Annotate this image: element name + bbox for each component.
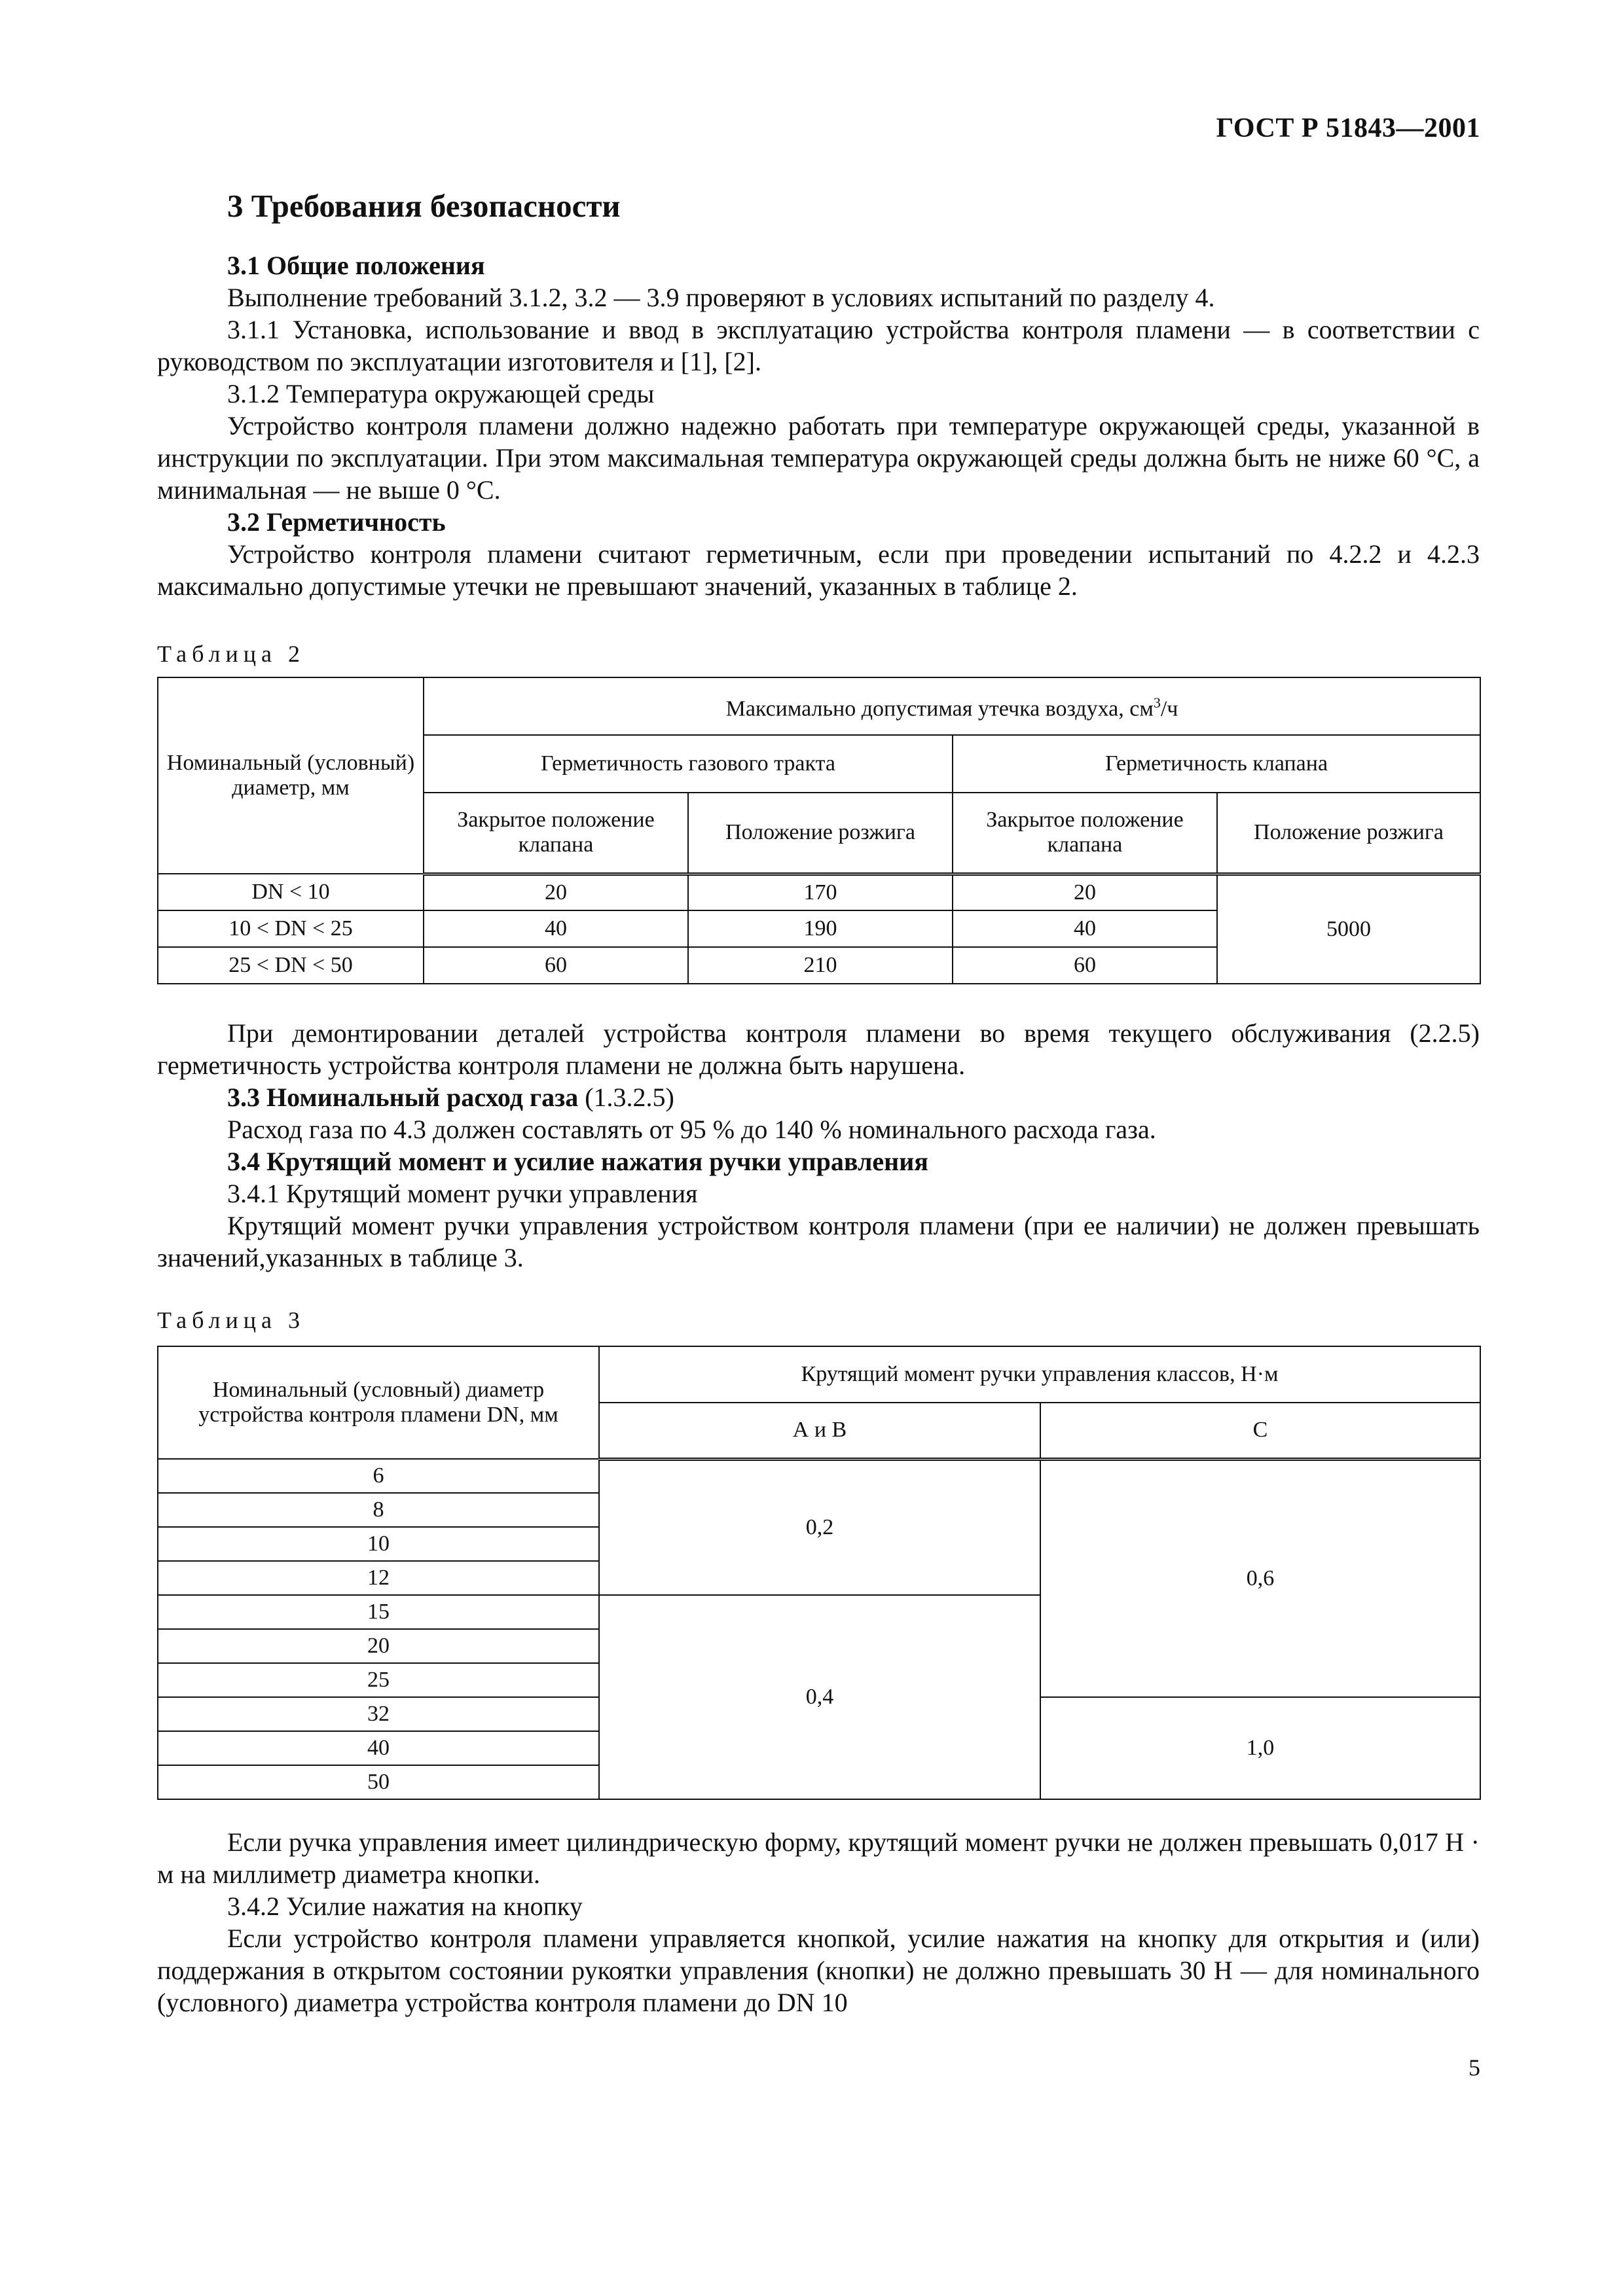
- table-2-header-closed: Закрытое положение клапана: [953, 793, 1217, 874]
- heading-3-4: 3.4 Крутящий момент и усилие нажатия ручки управления: [227, 1147, 928, 1176]
- section-3-text: [157, 190, 1480, 602]
- table-cell: 40: [158, 1731, 599, 1765]
- table-row: [158, 874, 1480, 910]
- table-2-caption: Таблица 2: [157, 641, 305, 667]
- table-2-header-ignition: Положение розжига: [1217, 793, 1480, 874]
- table-2-header-diameter: Номинальный (условный) диаметр, мм: [158, 677, 424, 874]
- heading-3-1: 3.1 Общие положения: [227, 251, 485, 280]
- table-cell: 20: [953, 874, 1217, 910]
- standard-code: ГОСТ Р 51843—2001: [1216, 113, 1480, 143]
- table-2-header-leak: Максимально допустимая утечка воздуха, $см^3/ч$: [424, 677, 1480, 735]
- table-cell: 25 < DN < 50: [158, 947, 424, 984]
- table-2-header-closed: Закрытое положение клапана: [424, 793, 688, 874]
- table-row: [158, 1459, 1480, 1493]
- table-cell: 170: [688, 874, 953, 910]
- section-3-4-text: [157, 1826, 1480, 2018]
- section-3-continued: [157, 1017, 1480, 1274]
- paragraph: Если устройство контроля пламени управляется кнопкой, усилие нажатия на кнопку для открытия и (или) поддержания в открытом состоянии рукоятки управления (кнопки) не должно превышать 30 Н — для номинального (условного) диаметра устройства контроля пламени до DN 10: [157, 1924, 1480, 2017]
- section-title: 3 Требования безопасности: [227, 188, 621, 224]
- table-cell: 60: [424, 947, 688, 984]
- paragraph: 3.4.2 Усилие нажатия на кнопку: [227, 1892, 583, 1921]
- table-cell: 50: [158, 1765, 599, 1799]
- table-cell: 210: [688, 947, 953, 984]
- table-cell: 40: [424, 910, 688, 947]
- paragraph: 3.1.1 Установка, использование и ввод в эксплуатацию устройства контроля пламени — в соответствии с руководством по эксплуатации изготовителя и [1], [2].: [157, 315, 1480, 376]
- table-cell: 15: [158, 1595, 599, 1629]
- paragraph: Выполнение требований 3.1.2, 3.2 — 3.9 проверяют в условиях испытаний по разделу 4.: [227, 283, 1215, 312]
- table-cell: DN < 10: [158, 874, 424, 910]
- table-cell: 20: [424, 874, 688, 910]
- table-cell: 40: [953, 910, 1217, 947]
- paragraph: Устройство контроля пламени должно надежно работать при температуре окружающей среды, указанной в инструкции по эксплуатации. При этом максимальная температура окружающей среды должна быть не ниже 60 °С, а минимальная — не выше 0 °С.: [157, 411, 1480, 505]
- table-2-header-gas: Герметичность газового тракта: [424, 735, 953, 793]
- table-cell: 0,6: [1040, 1459, 1480, 1697]
- table-3-header-class-c: С: [1040, 1403, 1480, 1459]
- table-2: [157, 677, 1481, 984]
- table-3-header-torque: Крутящий момент ручки управления классов, Н·м: [599, 1346, 1480, 1403]
- paragraph: 3.1.2 Температура окружающей среды: [227, 379, 655, 408]
- table-3-header-class-ab: А и В: [599, 1403, 1040, 1459]
- table-cell: 0,2: [599, 1459, 1040, 1595]
- paragraph: При демонтировании деталей устройства контроля пламени во время текущего обслуживания (2.2.5) герметичность устройства контроля пламени не должна быть нарушена.: [157, 1018, 1480, 1080]
- table-2-header-valve: Герметичность клапана: [953, 735, 1480, 793]
- table-3-caption: Таблица 3: [157, 1307, 305, 1333]
- paragraph: Крутящий момент ручки управления устройством контроля пламени (при ее наличии) не должен превышать значений,указанных в таблице 3.: [157, 1211, 1480, 1272]
- table-cell: 8: [158, 1493, 599, 1527]
- page-number: 5: [1468, 2054, 1480, 2081]
- table-cell: 32: [158, 1697, 599, 1731]
- table-3-header-diameter: Номинальный (условный) диаметр устройства контроля пламени DN, мм: [158, 1346, 599, 1459]
- table-cell: 6: [158, 1459, 599, 1493]
- paragraph: Если ручка управления имеет цилиндрическую форму, крутящий момент ручки не должен превышать 0,017 Н · м на миллиметр диаметра кнопки.: [157, 1827, 1480, 1889]
- table-cell: 5000: [1217, 874, 1480, 984]
- table-cell: 10: [158, 1527, 599, 1561]
- table-cell: 0,4: [599, 1595, 1040, 1799]
- table-cell: 25: [158, 1663, 599, 1697]
- paragraph: 3.4.1 Крутящий момент ручки управления: [227, 1179, 698, 1208]
- table-2-header-ignition: Положение розжига: [688, 793, 953, 874]
- heading-3-2: 3.2 Герметичность: [227, 507, 446, 537]
- table-cell: 190: [688, 910, 953, 947]
- table-cell: 10 < DN < 25: [158, 910, 424, 947]
- table-cell: 60: [953, 947, 1217, 984]
- heading-3-3: 3.3 Номинальный расход газа (1.3.2.5): [227, 1083, 674, 1112]
- table-cell: 1,0: [1040, 1697, 1480, 1799]
- table-cell: 20: [158, 1629, 599, 1663]
- table-3: [157, 1346, 1481, 1800]
- paragraph: Устройство контроля пламени считают герметичным, если при проведении испытаний по 4.2.2 и 4.2.3 максимально допустимые утечки не превышают значений, указанных в таблице 2.: [157, 539, 1480, 601]
- table-cell: 12: [158, 1561, 599, 1595]
- paragraph: Расход газа по 4.3 должен составлять от 95 % до 140 % номинального расхода газа.: [227, 1115, 1156, 1144]
